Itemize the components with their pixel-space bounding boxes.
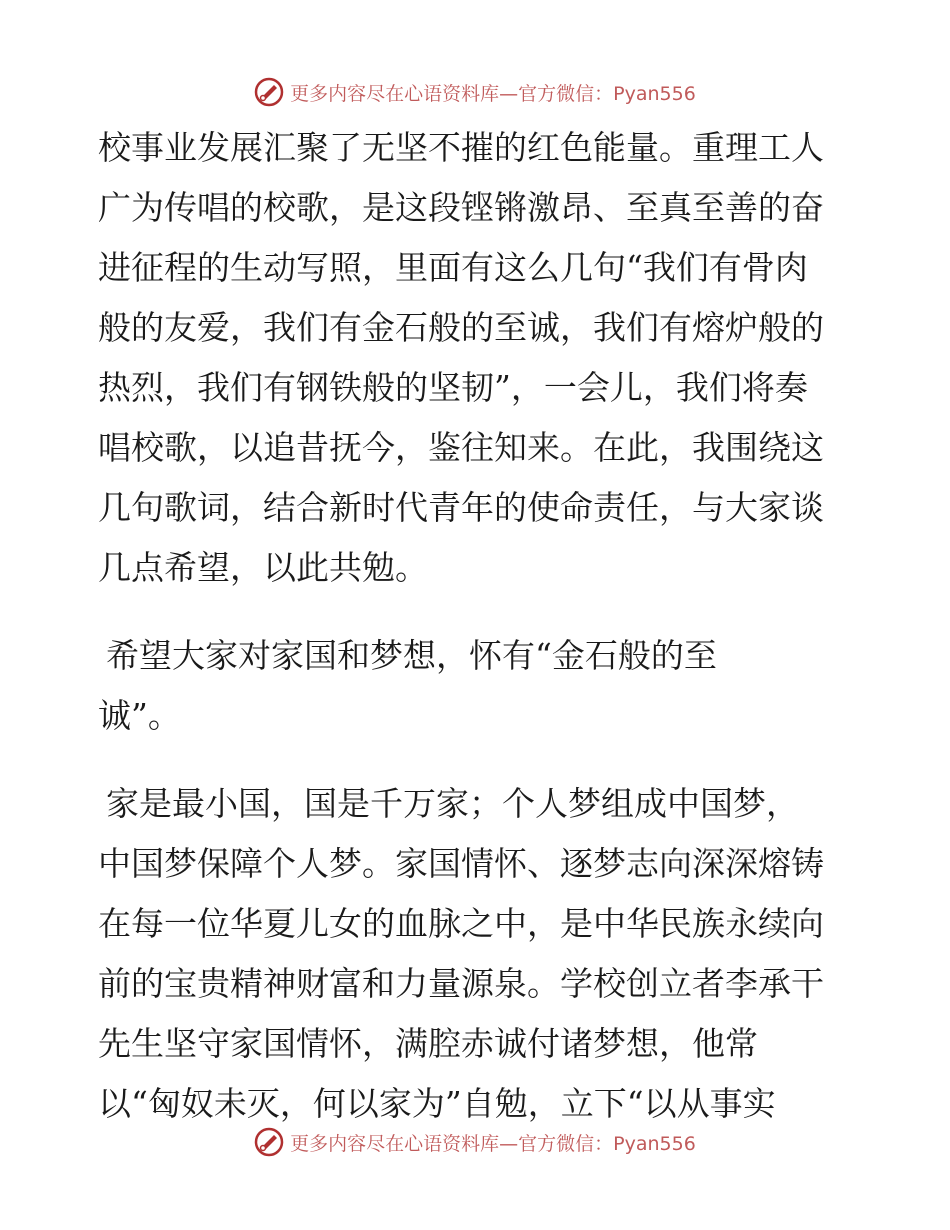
text-line: 校事业发展汇聚了无坚不摧的红色能量。重理工人 xyxy=(98,128,824,167)
text-line: 几点希望，以此共勉。 xyxy=(98,548,428,587)
watermark-text: 更多内容尽在心语资料库—官方微信：Pyan556 xyxy=(290,82,696,105)
brand-logo-icon xyxy=(254,1127,284,1157)
paragraph-3 xyxy=(98,780,858,1140)
text-line: 般的友爱，我们有金石般的至诚，我们有熔炉般的 xyxy=(98,308,824,347)
text-line: 前的宝贵精神财富和力量源泉。学校创立者李承干 xyxy=(98,964,824,1003)
text-line: 诚”。 xyxy=(98,696,181,735)
text-line: 在每一位华夏儿女的血脉之中，是中华民族永续向 xyxy=(98,904,824,943)
watermark-footer xyxy=(0,1122,950,1162)
paragraph-1 xyxy=(98,124,858,604)
text-line: 家是最小国，国是千万家；个人梦组成中国梦， xyxy=(106,784,799,823)
text-line: 广为传唱的校歌，是这段铿锵激昂、至真至善的奋 xyxy=(98,188,824,227)
text-line: 以“匈奴未灭，何以家为”自勉，立下“以从事实 xyxy=(98,1084,776,1123)
text-line: 先生坚守家国情怀，满腔赤诚付诸梦想，他常 xyxy=(98,1024,758,1063)
text-line: 进征程的生动写照，里面有这么几句“我们有骨肉 xyxy=(98,248,808,287)
text-line: 希望大家对家国和梦想，怀有“金石般的至 xyxy=(106,636,717,675)
watermark-header xyxy=(0,72,950,112)
text-line: 中国梦保障个人梦。家国情怀、逐梦志向深深熔铸 xyxy=(98,844,824,883)
brand-logo-icon xyxy=(254,77,284,107)
text-line: 热烈，我们有钢铁般的坚韧”，一会儿，我们将奏 xyxy=(98,368,808,407)
paragraph-2 xyxy=(98,632,858,752)
text-line: 唱校歌，以追昔抚今，鉴往知来。在此，我围绕这 xyxy=(98,428,824,467)
watermark-text: 更多内容尽在心语资料库—官方微信：Pyan556 xyxy=(290,1132,696,1155)
paragraph-gap xyxy=(98,752,858,780)
text-line: 几句歌词，结合新时代青年的使命责任，与大家谈 xyxy=(98,488,824,527)
paragraph-gap xyxy=(98,604,858,632)
document-body xyxy=(98,124,858,1140)
